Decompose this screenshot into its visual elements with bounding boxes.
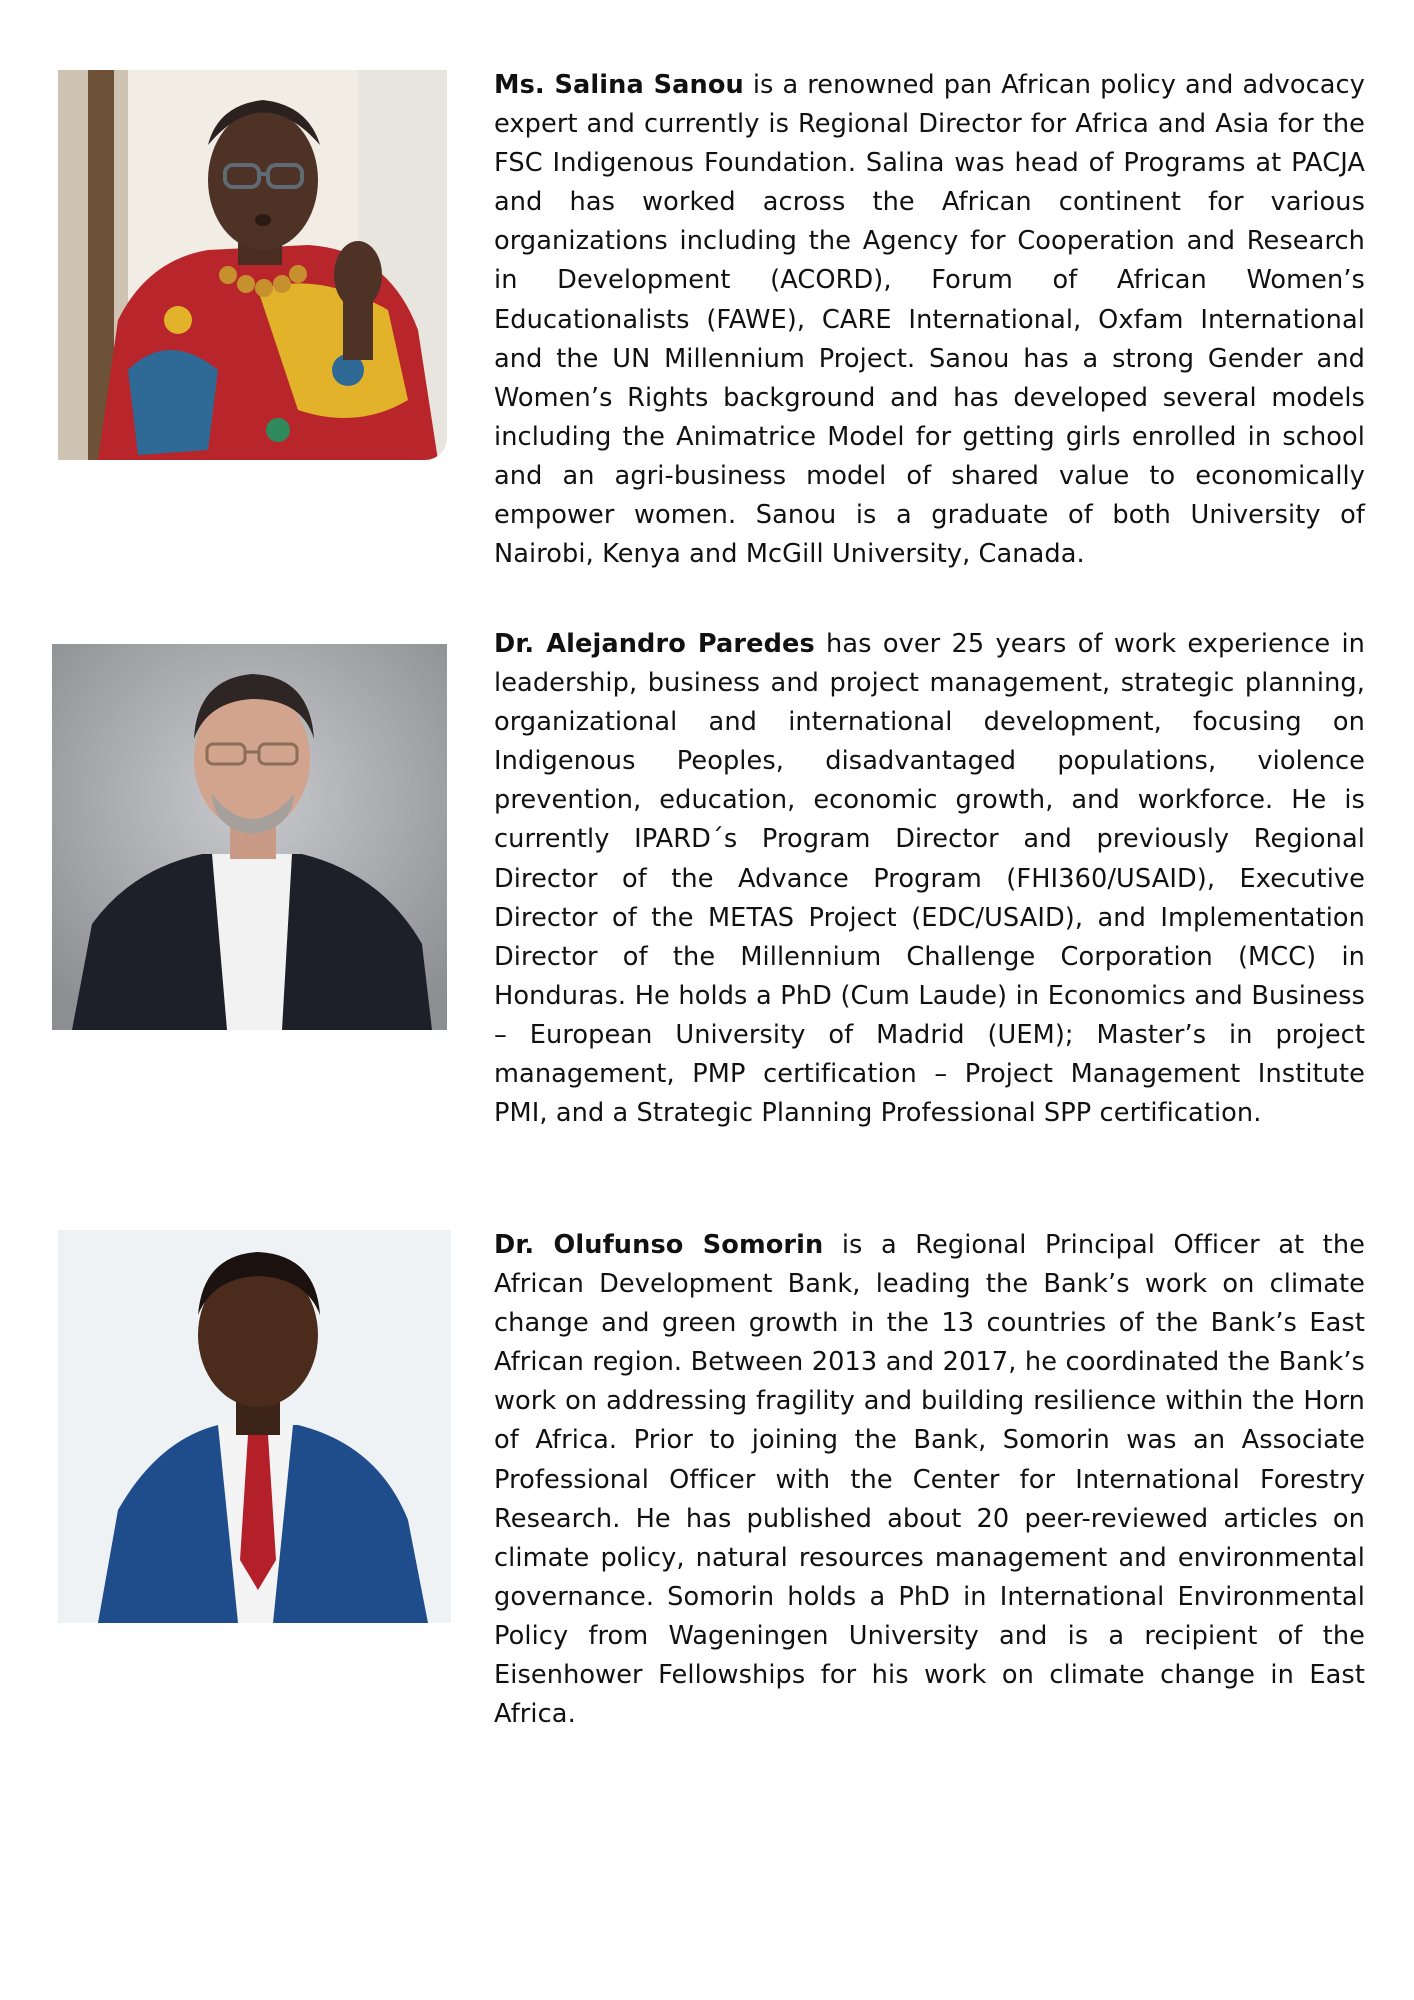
bio-paragraph — [494, 1226, 1365, 1734]
portrait-photo-alejandro-paredes — [52, 644, 447, 1030]
portrait-photo-olufunso-somorin — [58, 1230, 451, 1623]
bio-description: has over 25 years of work experience in leadership, business and project management, strategic planning, organizational and international development, focusing on Indigenous Peoples, disadvantaged populations, violence prevention, education, economic growth, and workforce. He is currently IPARD´s Program Director and previously Regional Director of the Advance Program (FHI360/USAID), Executive Director of the METAS Project (EDC/USAID), and Implementation Director of the Millennium Challenge Corporation (MCC) in Honduras. He holds a PhD (Cum Laude) in Economics and Business – European University of Madrid (UEM); Master’s in project management, PMP certification – Project Management Institute PMI, and a Strategic Planning Professional SPP certification. — [494, 629, 1366, 1129]
bio-name: Dr. Olufunso Somorin — [494, 1230, 824, 1260]
bio-paragraph — [494, 625, 1365, 1133]
bio-description: is a Regional Principal Officer at the African Development Bank, leading the Bank’s work on climate change and green growth in the 13 countries of the Bank’s East African region. Between 2013 and 2017, he coordinated the Bank’s work on addressing fragility and building resilience within the Horn of Africa. Prior to joining the Bank, Somorin was an Associate Professional Officer with the Center for International Forestry Research. He has published about 20 peer-reviewed articles on climate policy, natural resources management and environmental governance. Somorin holds a PhD in International Environmental Policy from Wageningen University and is a recipient of the Eisenhower Fellowships for his work on climate change in East Africa. — [494, 1230, 1365, 1730]
bio-name: Dr. Alejandro Paredes — [494, 629, 815, 659]
bio-description: is a renowned pan African policy and advocacy expert and currently is Regional Director for Africa and Asia for the FSC Indigenous Foundation. Salina was head of Programs at PACJA and has worked across the African continent for various organizations including the Agency for Cooperation and Research in Development (ACORD), Forum of African Women’s Educationalists (FAWE), CARE International, Oxfam International and the UN Millennium Project. Sanou has a strong Gender and Women’s Rights background and has developed several models including the Animatrice Model for getting girls enrolled in school and an agri-business model of shared value to economically empower women. Sanou is a graduate of both University of Nairobi, Kenya and McGill University, Canada. — [494, 70, 1365, 570]
bio-paragraph — [494, 66, 1365, 574]
bio-name: Ms. Salina Sanou — [494, 70, 744, 100]
portrait-photo-salina-sanou — [58, 70, 447, 460]
